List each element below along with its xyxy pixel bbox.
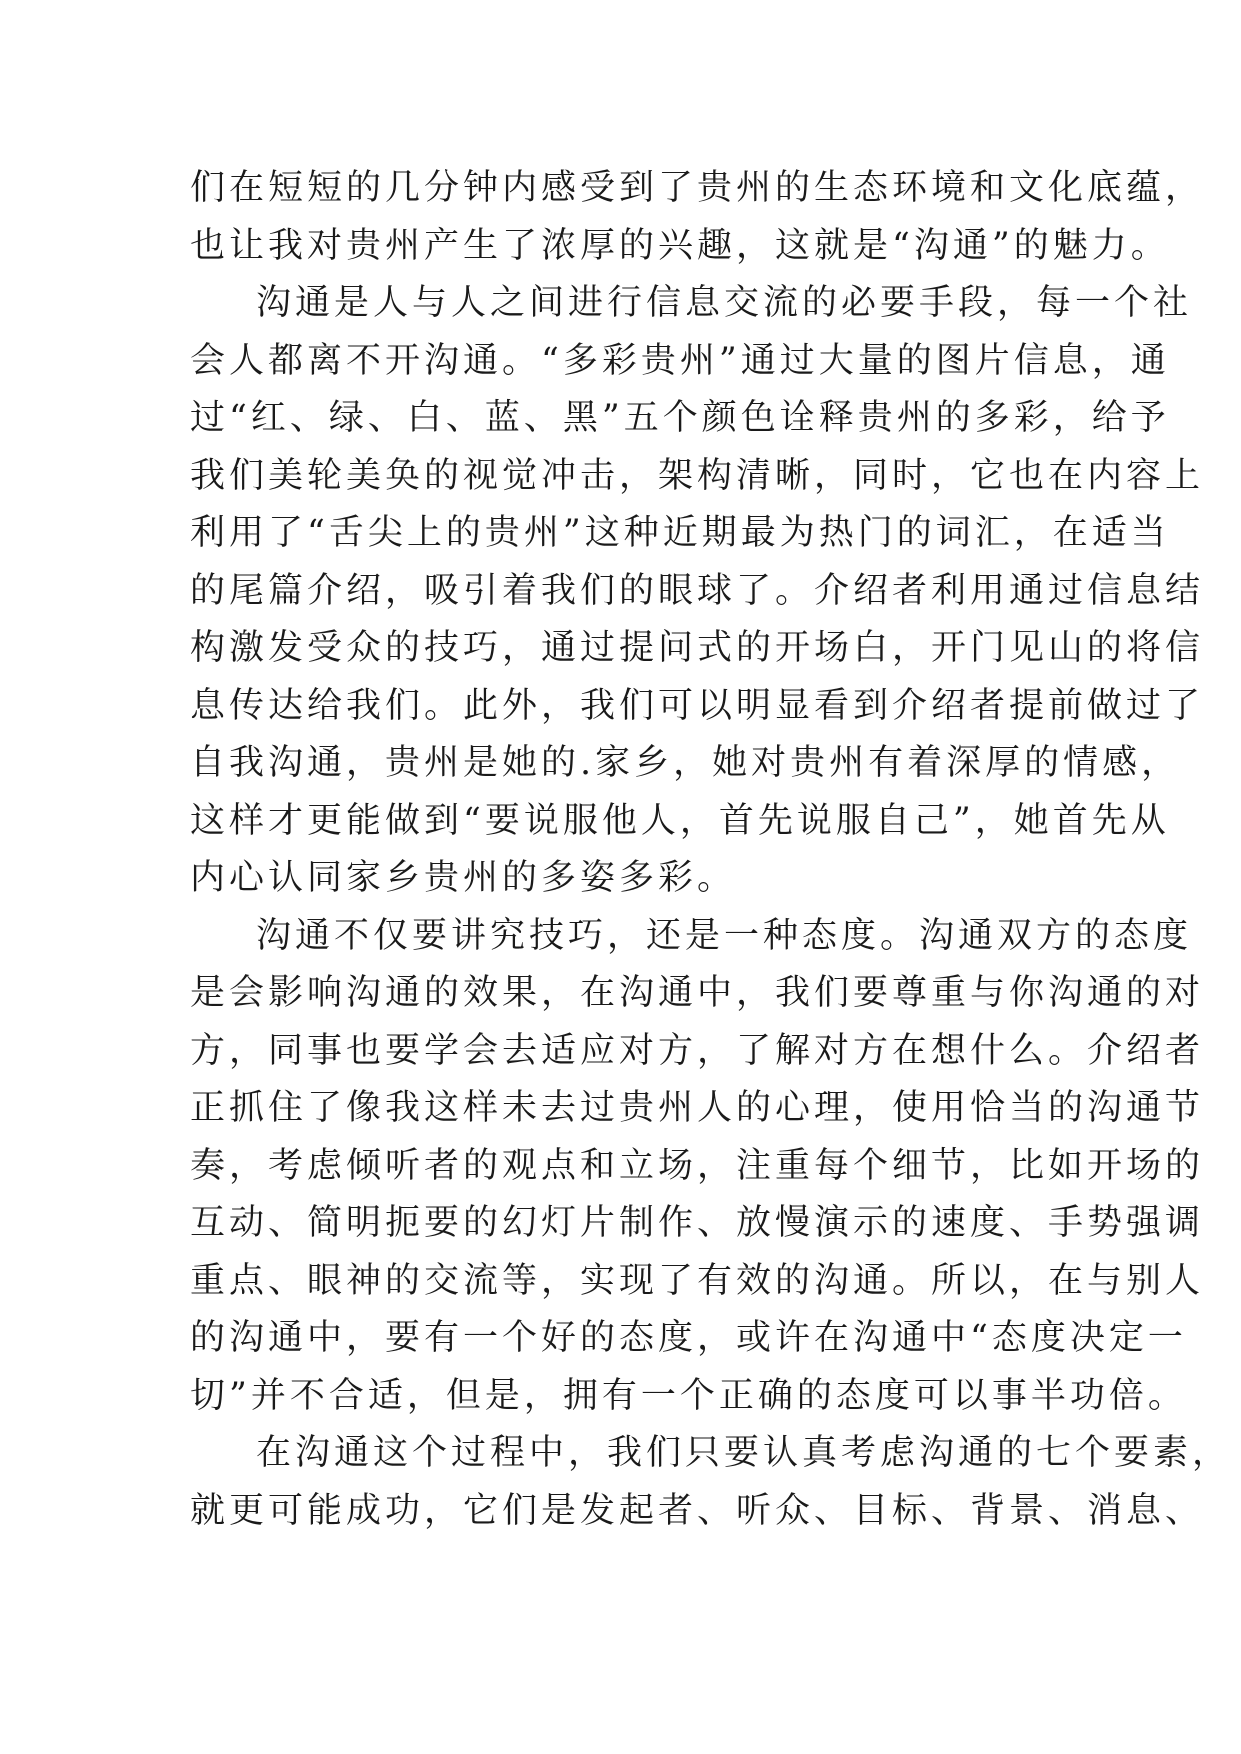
text-line: 方，同事也要学会去适应对方，了解对方在想什么。介绍者 — [190, 1030, 1205, 1071]
paragraph-first-line: 沟通是人与人之间进行信息交流的必要手段，每一个社 — [256, 283, 1193, 323]
text-line: 切”并不合适，但是，拥有一个正确的态度可以事半功倍。 — [190, 1375, 1187, 1416]
text-line: 是会影响沟通的效果，在沟通中，我们要尊重与你沟通的对 — [190, 973, 1205, 1013]
text-line: 内心认同家乡贵州的多姿多彩。 — [190, 858, 737, 898]
text-line: 奏，考虑倾听者的观点和立场，注重每个细节，比如开场的 — [190, 1145, 1205, 1186]
text-line: 的尾篇介绍，吸引着我们的眼球了。介绍者利用通过信息结 — [190, 570, 1205, 611]
text-line: 就更可能成功，它们是发起者、听众、目标、背景、消息、 — [190, 1490, 1205, 1531]
text-line: 过“红、绿、白、蓝、黑”五个颜色诠释贵州的多彩，给予 — [190, 398, 1170, 438]
paragraph-first-line: 沟通不仅要讲究技巧，还是一种态度。沟通双方的态度 — [256, 915, 1193, 956]
paragraph-first-line: 在沟通这个过程中，我们只要认真考虑沟通的七个要素， — [256, 1433, 1232, 1473]
text-line: 们在短短的几分钟内感受到了贵州的生态环境和文化底蕴， — [190, 168, 1205, 208]
text-line: 会人都离不开沟通。“多彩贵州”通过大量的图片信息，通 — [190, 340, 1170, 381]
text-line: 互动、简明扼要的幻灯片制作、放慢演示的速度、手势强调 — [190, 1203, 1205, 1243]
text-line: 也让我对贵州产生了浓厚的兴趣，这就是“沟通”的魅力。 — [190, 225, 1170, 266]
text-line: 息传达给我们。此外，我们可以明显看到介绍者提前做过了 — [190, 685, 1205, 726]
text-line: 利用了“舌尖上的贵州”这种近期最为热门的词汇，在适当 — [190, 513, 1170, 553]
text-line: 我们美轮美奂的视觉冲击，架构清晰，同时，它也在内容上 — [190, 455, 1205, 496]
text-line: 构激发受众的技巧，通过提问式的开场白，开门见山的将信 — [190, 628, 1205, 668]
text-line: 的沟通中，要有一个好的态度，或许在沟通中“态度决定一 — [190, 1318, 1187, 1358]
text-line: 自我沟通，贵州是她的.家乡，她对贵州有着深厚的情感， — [190, 743, 1181, 783]
body-text — [190, 160, 1232, 1540]
text-line: 这样才更能做到“要说服他人，首先说服自己”，她首先从 — [190, 800, 1170, 841]
text-line: 重点、眼神的交流等，实现了有效的沟通。所以，在与别人 — [190, 1260, 1205, 1301]
text-line: 正抓住了像我这样未去过贵州人的心理，使用恰当的沟通节 — [190, 1088, 1205, 1128]
